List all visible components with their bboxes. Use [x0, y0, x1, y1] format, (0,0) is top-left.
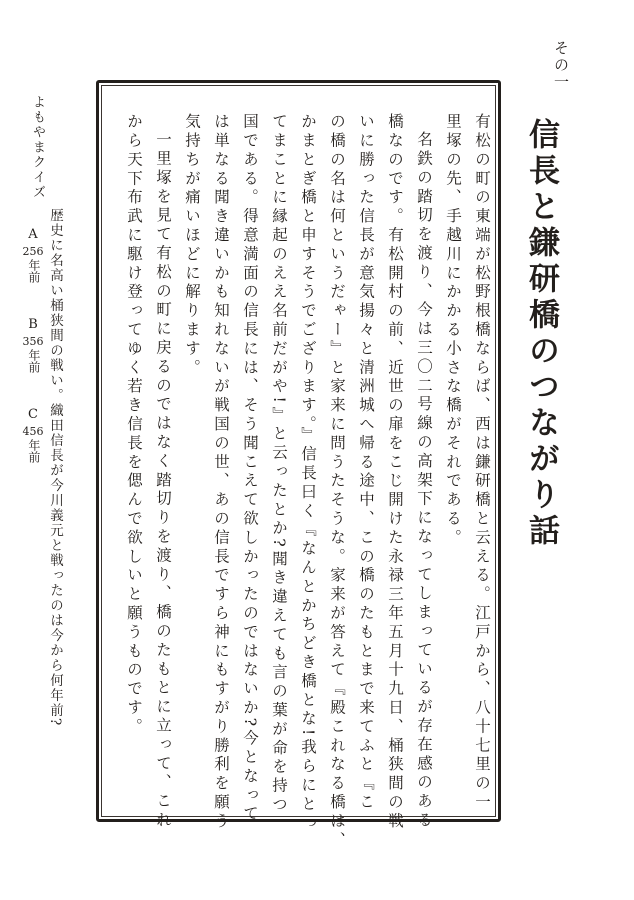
- quiz-option-letter: C: [28, 407, 38, 422]
- quiz-option-unit: 年前: [26, 258, 41, 283]
- quiz-option-number: 456: [22, 424, 44, 438]
- quiz-question: 歴史に名高い桶狭間の戦い。織田信長が今川義元と戦ったのは今から何年前?: [47, 208, 63, 727]
- quiz-option-letter: A: [28, 227, 38, 242]
- body-text-column: の橋の名は何というだゃー』と家来に問うたそうな。家来が答えて『殿これなる橋は、: [328, 113, 346, 851]
- page-title: 信長と鎌研橋のつながり話: [523, 118, 559, 550]
- body-text-column: 気持ちが痛いほどに解ります。: [183, 113, 201, 378]
- body-text-column: かまとぎ橋と申すそうでござります。』信長曰く『なんとかちどき橋とな!我らにとっ: [299, 113, 317, 834]
- body-text-column: てまことに縁起のええ名前だがや!』と云ったとか?聞き違えても言の葉が命を持つ: [270, 113, 288, 815]
- body-text-column: 名鉄の踏切を渡り、今は三〇二号線の高架下になってしまっているが存在感のある: [415, 131, 433, 831]
- quiz-option-b: [22, 317, 44, 373]
- body-text-column: 有松の町の東端が松野根橋ならば、西は鎌研橋と云える。江戸から、八十七里の一: [473, 113, 491, 813]
- body-text-column: から天下布武に駆け登ってゆく若き信長を偲んで欲しいと願うものです。: [125, 113, 143, 737]
- body-text-column: 一里塚を見て有松の町に戻るのではなく踏切りを渡り、橋のたもとに立って、これ: [154, 131, 172, 831]
- quiz-option-unit: 年前: [26, 438, 41, 463]
- quiz-option-a: [22, 227, 44, 283]
- body-text-column: 国である。得意満面の信長には、そう聞こえて欲しかったのではないか?今となって: [241, 113, 259, 825]
- body-text-column: いに勝った信長が意気揚々と清洲城へ帰る途中、この橋のたもとまで来てふと『こ: [357, 113, 375, 813]
- chapter-label: その一: [552, 40, 570, 91]
- body-text-column: 橋なのです。有松開村の前、近世の扉をこじ開けた永禄三年五月十九日、桶狭間の戦: [386, 113, 404, 832]
- body-text-column: 里塚の先、手越川にかかる小さな橋がそれである。: [444, 113, 462, 548]
- quiz-option-number: 356: [22, 334, 44, 348]
- body-text: [104, 113, 491, 851]
- quiz-option-unit: 年前: [26, 348, 41, 373]
- quiz-option-letter: B: [28, 317, 38, 332]
- quiz-heading: よもやまクイズ: [30, 95, 45, 200]
- body-text-column: は単なる聞き違いかも知れないが戦国の世、あの信長ですら神にもすがり勝利を願う: [212, 113, 230, 832]
- quiz-option-c: [22, 407, 44, 463]
- quiz-option-number: 256: [22, 244, 44, 258]
